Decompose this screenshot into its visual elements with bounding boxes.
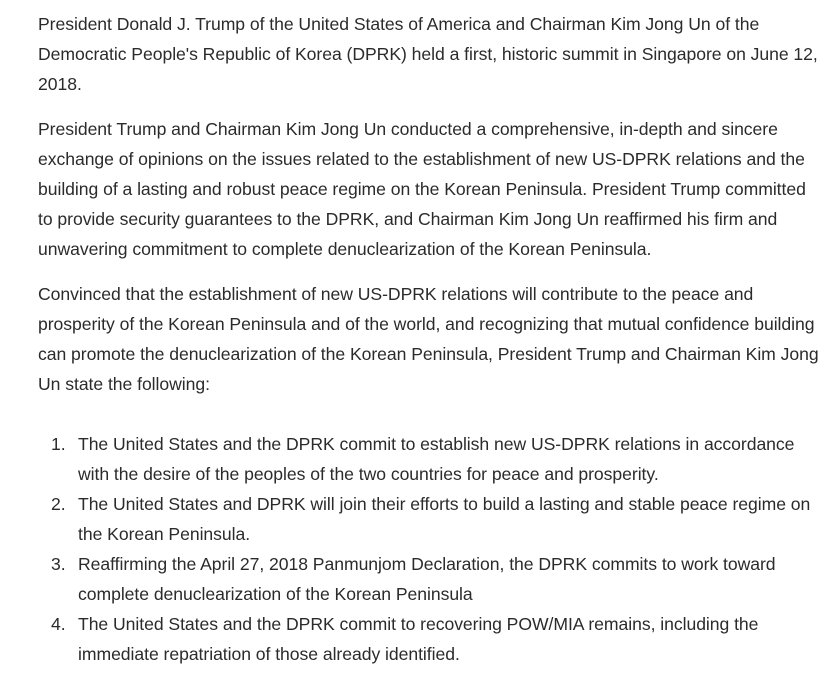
list-item [38,429,824,489]
list-item [38,549,824,609]
list-item-text: Reaffirming the April 27, 2018 Panmunjom Declaration, the DPRK commits to work toward complete denuclearization of the Korean Peninsula [78,554,776,604]
commitments-list [38,429,824,669]
exchange-paragraph: President Trump and Chairman Kim Jong Un conducted a comprehensive, in-depth and sincere exchange of opinions on the issues related to the establishment of new US-DPRK relations and the building of a lasting and robust peace regime on the Korean Peninsula. President Trump committed to provide security guarantees to the DPRK, and Chairman Kim Jong Un reaffirmed his firm and unwavering commitment to complete denuclearization of the Korean Peninsula. [38,119,806,259]
list-item-number: 2. [51,494,66,514]
list-item-text: The United States and the DPRK commit to establish new US-DPRK relations in accordance with the desire of the peoples of the two countries for peace and prosperity. [78,434,795,484]
intro-paragraph: President Donald J. Trump of the United States of America and Chairman Kim Jong Un of the Democratic People's Republic of Korea (DPRK) held a first, historic summit in Singapore on June 12, 2018. [38,14,818,94]
list-item-number: 4. [51,614,66,634]
list-item-number: 1. [51,434,66,454]
list-item [38,609,824,669]
list-item-number: 3. [51,554,66,574]
statement-document [38,9,824,669]
list-item-text: The United States and the DPRK commit to recovering POW/MIA remains, including the immediate repatriation of those already identified. [78,614,759,664]
conviction-paragraph: Convinced that the establishment of new US-DPRK relations will contribute to the peace and prosperity of the Korean Peninsula and of the world, and recognizing that mutual confidence building can promote the denuclearization of the Korean Peninsula, President Trump and Chairman Kim Jong Un state the following: [38,284,819,394]
list-item [38,489,824,549]
list-item-text: The United States and DPRK will join their efforts to build a lasting and stable peace regime on the Korean Peninsula. [78,494,811,544]
